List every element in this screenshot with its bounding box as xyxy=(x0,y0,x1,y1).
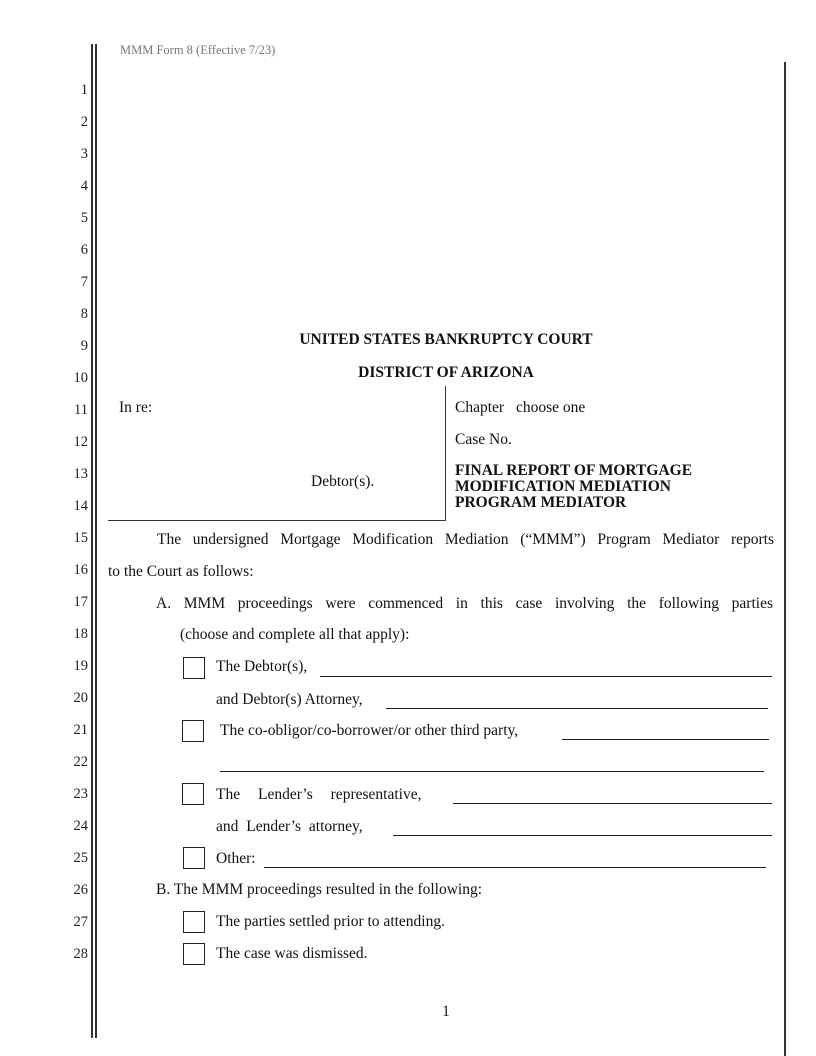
line-number: 15 xyxy=(73,530,88,546)
section-a-line-1: A. MMM proceedings were commenced in this case involving the following parties xyxy=(156,595,773,612)
line-number: 21 xyxy=(73,722,88,738)
other-field[interactable] xyxy=(264,867,766,868)
line-number: 18 xyxy=(73,626,88,642)
coobligor-field-continued[interactable] xyxy=(220,771,764,772)
debtors-field-label: The Debtor(s), xyxy=(216,658,308,675)
line-number: 12 xyxy=(73,434,88,450)
court-name: UNITED STATES BANKRUPTCY COURT xyxy=(299,331,593,348)
line-number: 4 xyxy=(80,178,88,194)
section-a-line-2: (choose and complete all that apply): xyxy=(180,626,410,643)
case-number-label: Case No. xyxy=(455,431,512,448)
settled-checkbox[interactable] xyxy=(183,911,205,933)
document-title-line-1: FINAL REPORT OF MORTGAGE xyxy=(455,462,693,479)
lender-representative-field[interactable] xyxy=(453,803,772,804)
chapter-select[interactable]: choose one xyxy=(516,399,586,416)
settled-label: The parties settled prior to attending. xyxy=(216,913,445,930)
debtors-name-field[interactable] xyxy=(320,676,772,677)
section-b-heading: B. The MMM proceedings resulted in the following: xyxy=(156,881,483,898)
document-title-line-2: MODIFICATION MEDIATION xyxy=(455,478,672,495)
line-number: 23 xyxy=(73,786,88,802)
line-number: 13 xyxy=(73,466,88,482)
left-margin-rule-inner xyxy=(95,44,97,1038)
line-number: 24 xyxy=(73,818,88,834)
document-title-line-3: PROGRAM MEDIATOR xyxy=(455,494,627,511)
line-number: 22 xyxy=(73,754,88,770)
line-number: 5 xyxy=(80,210,88,226)
line-number: 20 xyxy=(73,690,88,706)
caption-divider xyxy=(445,386,446,520)
line-number: 11 xyxy=(74,402,88,418)
coobligor-field[interactable] xyxy=(562,739,769,740)
line-number: 28 xyxy=(73,946,88,962)
lender-attorney-field[interactable] xyxy=(393,835,772,836)
intro-text-line-1: The undersigned Mortgage Modification Mediation (“MMM”) Program Mediator reports xyxy=(157,531,774,548)
form-header: MMM Form 8 (Effective 7/23) xyxy=(120,43,276,57)
debtors-attorney-label: and Debtor(s) Attorney, xyxy=(216,691,363,708)
line-number: 10 xyxy=(73,370,88,386)
line-number: 26 xyxy=(73,882,88,898)
line-number: 19 xyxy=(73,658,88,674)
lender-attorney-label: and Lender’s attorney, xyxy=(216,818,363,835)
chapter-label: Chapter xyxy=(455,399,505,416)
line-number: 2 xyxy=(80,114,88,130)
lender-representative-label: The Lender’s representative, xyxy=(216,786,422,803)
other-checkbox[interactable] xyxy=(183,847,205,869)
debtors-checkbox[interactable] xyxy=(183,657,205,679)
line-number: 17 xyxy=(73,594,88,610)
page-number: 1 xyxy=(442,1003,450,1020)
dismissed-label: The case was dismissed. xyxy=(216,945,368,962)
line-number: 1 xyxy=(80,82,88,98)
dismissed-checkbox[interactable] xyxy=(183,943,205,965)
line-number: 7 xyxy=(80,274,88,290)
right-margin-rule xyxy=(784,62,786,1056)
line-number: 27 xyxy=(73,914,88,930)
caption-bottom-rule xyxy=(108,520,446,521)
other-label: Other: xyxy=(216,850,256,867)
line-number: 9 xyxy=(80,338,88,354)
intro-text-line-2: to the Court as follows: xyxy=(108,563,254,580)
court-district: DISTRICT OF ARIZONA xyxy=(358,364,534,381)
debtors-label: Debtor(s). xyxy=(311,473,375,490)
coobligor-checkbox[interactable] xyxy=(182,720,204,742)
line-number: 3 xyxy=(80,146,88,162)
coobligor-label: The co-obligor/co-borrower/or other third party, xyxy=(220,722,519,739)
debtors-attorney-field[interactable] xyxy=(386,708,768,709)
lender-representative-checkbox[interactable] xyxy=(182,783,204,805)
line-number: 14 xyxy=(73,498,88,514)
line-number: 6 xyxy=(80,242,88,258)
left-margin-rule-outer xyxy=(91,44,93,1038)
line-number: 25 xyxy=(73,850,88,866)
line-number: 8 xyxy=(80,306,88,322)
line-number: 16 xyxy=(73,562,88,578)
in-re-label: In re: xyxy=(119,399,153,416)
